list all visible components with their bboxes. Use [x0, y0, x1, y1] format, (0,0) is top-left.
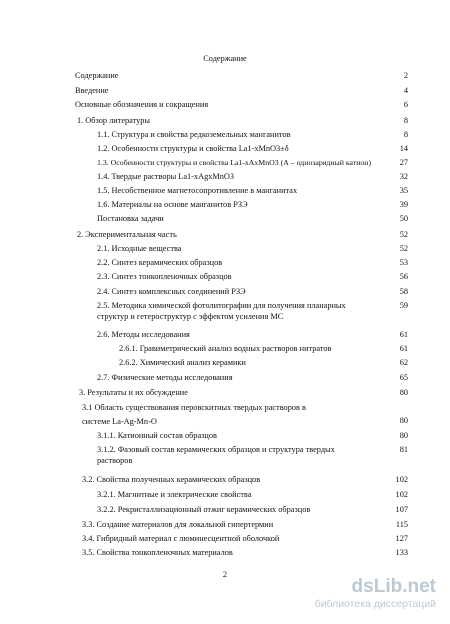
toc-entry-page: 14: [399, 144, 408, 153]
toc-entry-label: 2.5. Методика химической фотолитографии для получения планарных структур и гетероструктур с эффектом усиления МС: [97, 301, 346, 321]
toc-entry[interactable]: [97, 243, 408, 257]
toc-entry[interactable]: [77, 229, 408, 243]
toc-entry-page: 65: [399, 373, 408, 382]
toc-entry-page: 8: [403, 130, 408, 139]
toc-entry[interactable]: [97, 129, 408, 143]
toc-entry-label: 2.2. Синтез керамических образцов: [97, 258, 223, 267]
toc-entry[interactable]: [97, 143, 408, 157]
toc-entry-label: Постановка задачи: [97, 214, 164, 223]
toc-entry-page: 53: [399, 258, 408, 267]
toc-entry-page: 52: [399, 230, 408, 239]
toc-entry-page: 52: [399, 244, 408, 253]
toc-entry-label: Содержание: [75, 71, 119, 80]
toc-entry-label: Введение: [75, 86, 109, 95]
toc-entry-label: 1. Обзор литературы: [77, 116, 151, 125]
toc-entry[interactable]: [97, 185, 408, 199]
toc-entry[interactable]: [97, 157, 408, 171]
watermark-tagline: библиотека диссертаций: [314, 598, 436, 610]
toc-entry-page: 61: [399, 330, 408, 339]
toc-entry-page: 115: [395, 520, 408, 529]
toc-entry-label: 3.1 Область существования перовскитных твердых растворов в системе La-Ag-Mn-O: [82, 403, 306, 426]
toc-entry-page: 59: [399, 301, 408, 310]
toc-entry-label: 3.5. Свойства тонкопленочных материалов: [82, 548, 233, 557]
toc-entry[interactable]: [119, 357, 408, 371]
toc-entry[interactable]: [97, 489, 408, 503]
toc-entry-label: 3.3. Создание материалов для локальной гипертермии: [82, 520, 274, 529]
toc-entry-page: 61: [399, 344, 408, 353]
toc-entry-label: 3.4. Гибридный материал с люминесцентной оболочкой: [82, 534, 280, 543]
toc-entry-label: 1.4. Твердые растворы La1-xAgxMnO3: [97, 172, 235, 181]
toc-entry-label: 3.2.2. Рекристаллизационный отжиг керамических образцов: [97, 505, 311, 514]
toc-entry-label: 3.2.1. Магнитные и электрические свойства: [97, 490, 252, 499]
toc-entry-page: 80: [399, 431, 408, 440]
toc-entry[interactable]: [97, 430, 408, 444]
toc-entry[interactable]: [97, 286, 408, 300]
toc-entry-label: 1.6. Материалы на основе манганитов РЗЭ: [97, 200, 248, 209]
toc-entry-label: 3.1.2. Фазовый состав керамических образцов и структура твердых растворов: [97, 445, 335, 465]
toc-entry[interactable]: [97, 199, 408, 213]
toc-entry-page: 127: [395, 534, 408, 543]
watermark-brand: dsLib.net: [351, 576, 436, 597]
toc-entry[interactable]: [82, 547, 408, 561]
toc-entry[interactable]: [75, 85, 408, 99]
toc-entry-label: 3. Результаты и их обсуждение: [79, 388, 188, 397]
toc-entry-label: 1.5. Несобственное магнетосопротивление в манганитах: [97, 186, 298, 195]
toc-entry[interactable]: [75, 99, 408, 113]
toc-entry-page: 2: [403, 71, 408, 80]
toc-entry-page: 6: [403, 100, 408, 109]
toc-entry-page: 8: [403, 116, 408, 125]
toc-entry[interactable]: [97, 504, 408, 518]
toc-entry[interactable]: [119, 343, 408, 357]
toc-entry-label: 3.1.1. Катионный состав образцов: [97, 431, 217, 440]
toc-entry-page: 35: [399, 186, 408, 195]
toc-entry-label: Основные обозначения и сокращения: [75, 100, 209, 109]
toc-entry-page: 80: [399, 388, 408, 397]
page-number: 2: [222, 570, 228, 579]
toc-entry[interactable]: [97, 300, 408, 324]
toc-entry-page: 56: [399, 272, 408, 281]
toc-entry-page: 133: [395, 548, 408, 557]
toc-entry-page: 50: [399, 214, 408, 223]
toc-entry-label: 2.4. Синтез комплексных соединений РЗЭ: [97, 287, 246, 296]
toc-entry[interactable]: [97, 444, 408, 468]
toc-entry-label: 2.7. Физические методы исследования: [97, 373, 233, 382]
toc-entry-page: 39: [399, 200, 408, 209]
toc-entry[interactable]: [97, 329, 408, 343]
toc-entry-label: 2.6. Методы исследования: [97, 330, 190, 339]
page-title: Содержание: [203, 54, 247, 63]
toc-entry[interactable]: [75, 70, 408, 84]
toc-entry-label: 2.3. Синтез тонкопленочных образцов: [97, 272, 232, 281]
toc-entry-page: 58: [399, 287, 408, 296]
toc-entry-page: 80: [399, 416, 408, 425]
toc-entry[interactable]: [82, 401, 408, 425]
toc-entry-label: 2.1. Исходные вещества: [97, 244, 182, 253]
toc-entry-page: 4: [403, 86, 408, 95]
toc-entry-page: 81: [399, 445, 408, 454]
toc-entry-label: 1.2. Особенности структуры и свойства La1-xMnO3±δ: [97, 144, 289, 153]
toc-entry[interactable]: [97, 372, 408, 386]
toc-entry-label: 1.3. Особенности структуры и свойства La1-xAxMnO3 (А – однозарядный катион): [97, 158, 372, 167]
toc-entry[interactable]: [79, 387, 408, 401]
toc-entry[interactable]: [97, 257, 408, 271]
toc-entry-label: 2. Экспериментальная часть: [77, 230, 177, 239]
toc-entry-page: 62: [399, 358, 408, 367]
watermark: [276, 576, 436, 620]
toc-entry[interactable]: [82, 519, 408, 533]
toc-entry[interactable]: [82, 533, 408, 547]
toc-entry-label: 3.2. Свойства полученных керамических образцов: [82, 475, 261, 484]
toc-entry-page: 102: [395, 490, 408, 499]
toc-entry-page: 107: [395, 505, 408, 514]
toc-entry[interactable]: [97, 213, 408, 227]
toc-entry-page: 27: [399, 158, 408, 167]
toc-entry[interactable]: [82, 474, 408, 488]
toc-entry[interactable]: [77, 115, 408, 129]
toc-entry[interactable]: [97, 171, 408, 185]
toc-entry-label: 1.1. Структура и свойства редкоземельных манганитов: [97, 130, 291, 139]
toc-entry-label: 2.6.1. Гравиметрический анализ водных растворов нитратов: [119, 344, 332, 353]
toc-entry-page: 32: [399, 172, 408, 181]
toc-entry-page: 102: [395, 475, 408, 484]
toc-entry[interactable]: [97, 271, 408, 285]
toc-entry-label: 2.6.2. Химический анализ керамики: [119, 358, 246, 367]
